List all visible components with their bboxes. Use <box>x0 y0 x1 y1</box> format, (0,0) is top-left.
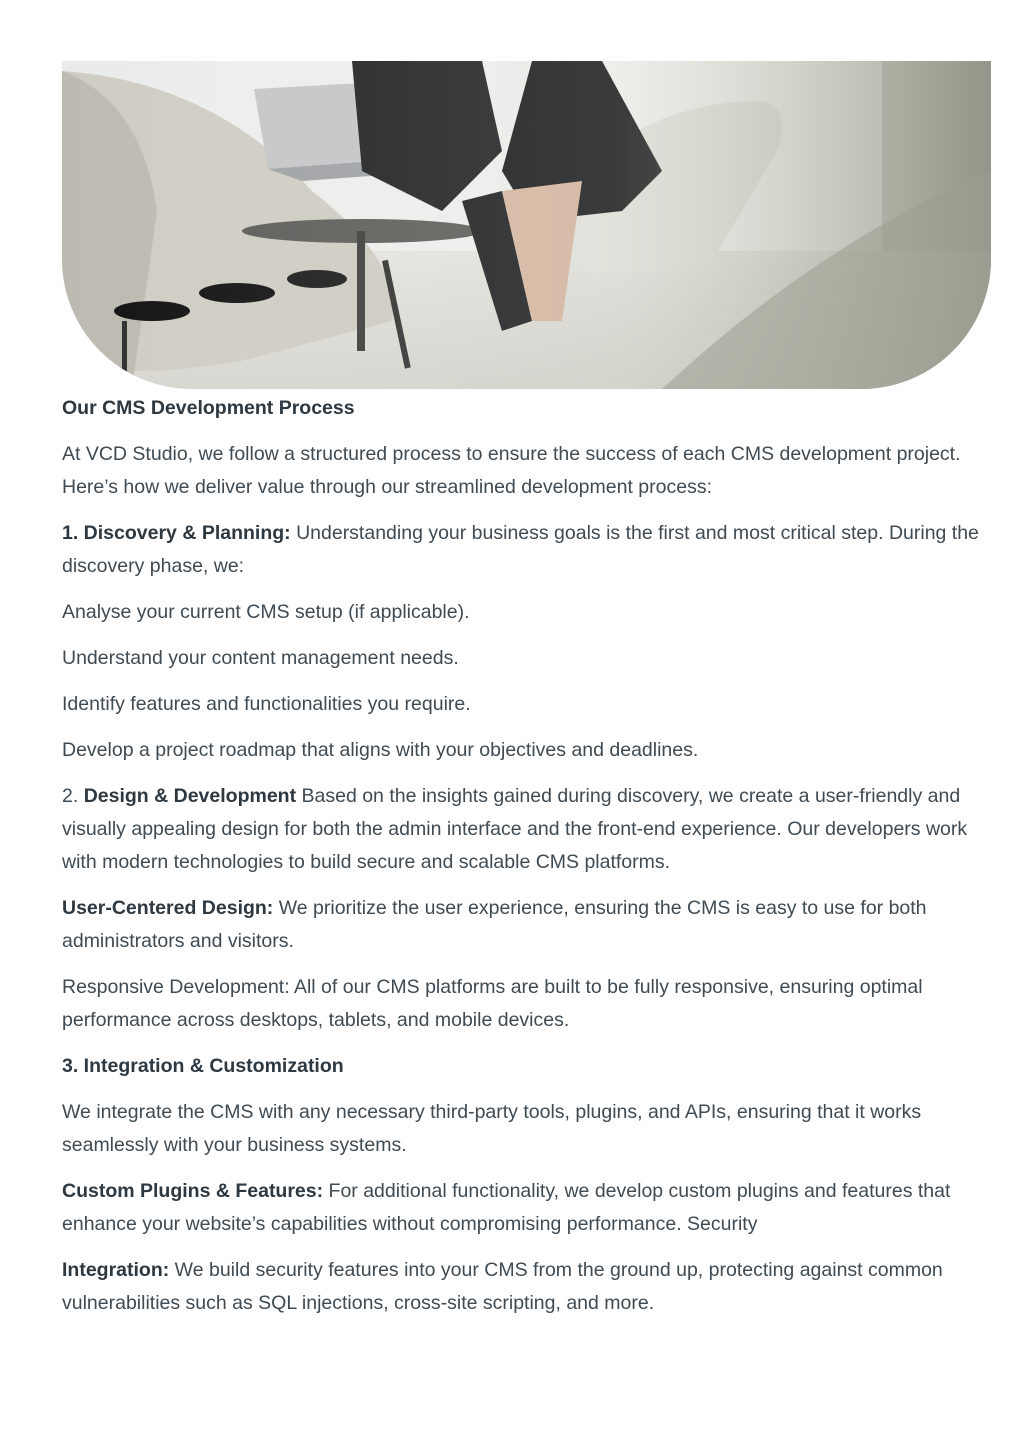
hero-image <box>62 61 991 389</box>
step-integration-heading <box>62 1050 1002 1083</box>
step-design-paragraph <box>62 780 1002 879</box>
plugins-paragraph <box>62 1175 1002 1241</box>
intro-paragraph: At VCD Studio, we follow a structured process to ensure the success of each CMS development project. Here’s how we deliver value through our streamlined development process: <box>62 443 961 498</box>
step-design-text: Based on the insights gained during discovery, we create a user-friendly and visually appealing design for both the admin interface and the front-end experience. Our developers work with modern technologies to build secure and scalable CMS platforms. <box>62 785 968 873</box>
discovery-item: Develop a project roadmap that aligns with your objectives and deadlines. <box>62 739 699 761</box>
step-design-label: Design & Development <box>83 785 297 807</box>
security-label: Integration: <box>62 1259 170 1281</box>
discovery-item: Analyse your current CMS setup (if applicable). <box>62 601 470 623</box>
step-design-number: 2. <box>62 785 84 807</box>
step-discovery-paragraph <box>62 517 1002 583</box>
step-integration-label: 3. Integration & Customization <box>62 1055 344 1077</box>
responsive-paragraph: Responsive Development: All of our CMS platforms are built to be fully responsive, ensuring optimal performance across desktops, tablets, and mobile devices. <box>62 976 923 1031</box>
plugins-text: For additional functionality, we develop custom plugins and features that enhance your website’s capabilities without compromising performance. Security <box>62 1180 951 1235</box>
step-discovery-text: Understanding your business goals is the first and most critical step. During the discovery phase, we: <box>62 522 979 577</box>
discovery-item: Understand your content management needs. <box>62 647 459 669</box>
plugins-label: Custom Plugins & Features: <box>62 1180 324 1202</box>
meeting-photo-illustration <box>62 61 991 389</box>
user-centered-label: User-Centered Design: <box>62 897 274 919</box>
user-centered-text: We prioritize the user experience, ensuring the CMS is easy to use for both administrators and visitors. <box>62 897 927 952</box>
article-content <box>62 392 1002 1333</box>
security-text: We build security features into your CMS from the ground up, protecting against common vulnerabilities such as SQL injections, cross-site scripting, and more. <box>62 1259 943 1314</box>
discovery-item: Identify features and functionalities you require. <box>62 693 471 715</box>
integration-paragraph: We integrate the CMS with any necessary third-party tools, plugins, and APIs, ensuring that it works seamlessly with your business systems. <box>62 1101 922 1156</box>
user-centered-paragraph <box>62 892 1002 958</box>
step-discovery-label: 1. Discovery & Planning: <box>62 522 291 544</box>
security-paragraph <box>62 1254 1002 1320</box>
section-title: Our CMS Development Process <box>62 397 355 419</box>
